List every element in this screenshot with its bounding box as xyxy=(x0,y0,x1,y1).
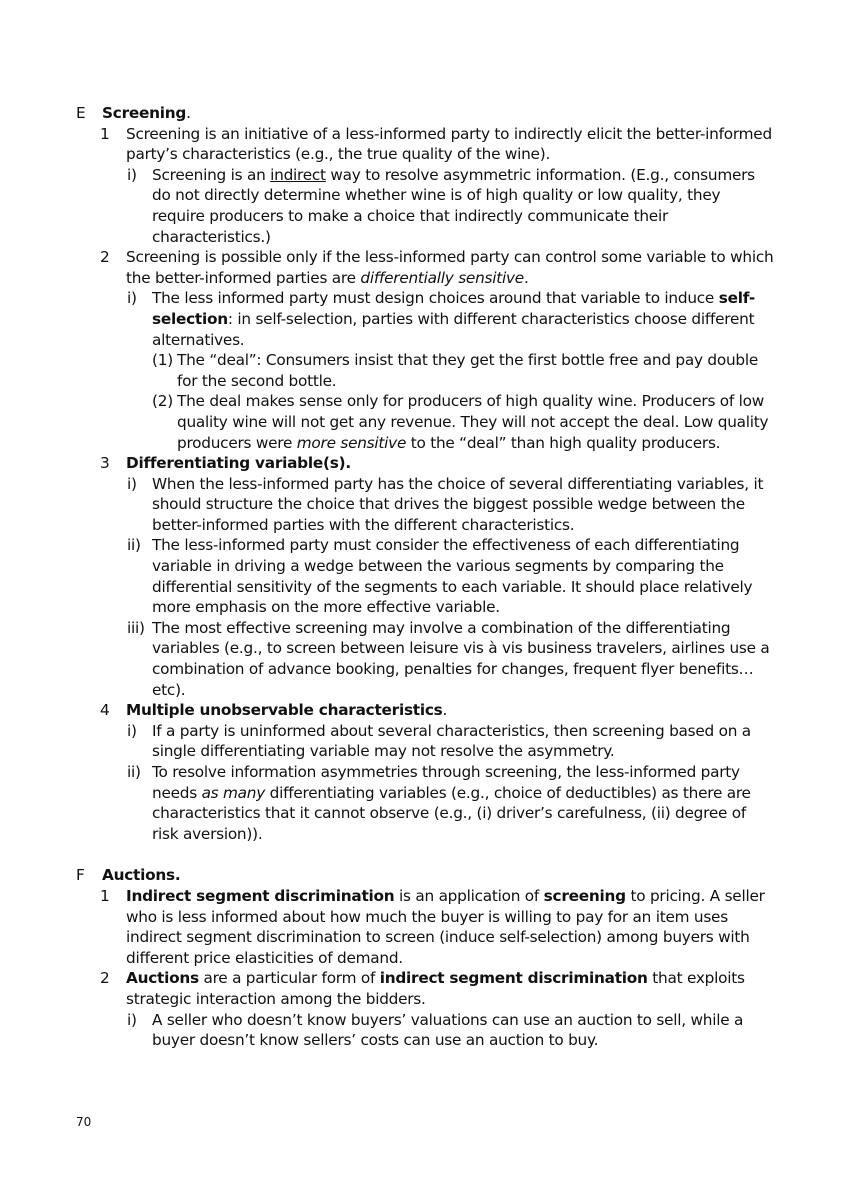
section-title-suffix: . xyxy=(186,104,191,122)
text-run: To resolve information asymmetries through screening, the less-informed party needs xyxy=(152,763,740,802)
sub-item xyxy=(127,721,776,762)
sub-item-row xyxy=(127,474,776,536)
sub-item-label: i) xyxy=(127,721,137,740)
text-run: . xyxy=(523,268,529,287)
sub-items xyxy=(100,721,776,845)
sub-items xyxy=(100,288,776,453)
sub-item-row xyxy=(127,535,776,617)
sub-item-text xyxy=(152,288,776,350)
list-item-text xyxy=(126,968,776,1009)
text-run: are a particular form of xyxy=(198,969,380,988)
sub-item xyxy=(127,288,776,453)
sub-item-text xyxy=(152,721,776,762)
list-item-number: 2 xyxy=(100,248,110,267)
section-label: F xyxy=(76,866,85,885)
sub-item-row xyxy=(127,165,776,247)
text-run: : in self-selection, parties with different characteristics choose different alternatives. xyxy=(152,309,755,349)
list-item-number: 1 xyxy=(100,886,110,905)
list-item xyxy=(100,886,776,968)
sub-item xyxy=(127,165,776,247)
text-run: If a party is uninformed about several characteristics, then screening based on a single differentiating variable may not resolve the asymmetry. xyxy=(152,721,751,761)
sub-item xyxy=(127,1010,776,1051)
list-item xyxy=(100,700,776,844)
text-run: Differentiating variable(s). xyxy=(126,454,351,473)
section-title: Screening xyxy=(102,104,187,122)
section-heading xyxy=(76,103,776,124)
list-item-row xyxy=(100,700,776,721)
sub-items xyxy=(100,1010,776,1051)
sub-item-row xyxy=(127,618,776,700)
subsub-item-row xyxy=(152,391,776,453)
sub-item-label: i) xyxy=(127,1010,137,1029)
text-run: that exploits strategic interaction among the bidders. xyxy=(126,969,745,1008)
sub-item-text xyxy=(152,1010,776,1051)
sub-items xyxy=(100,165,776,247)
document-body xyxy=(76,103,776,1051)
section-title-line xyxy=(102,103,776,124)
text-run: When the less-informed party has the choice of several differentiating variables, it should structure the choice that drives the biggest possible wedge between the better-informed parties with the different characteristics. xyxy=(152,474,764,534)
text-run: to pricing. A seller who is less informed about how much the buyer is willing to pay for an item uses indirect segment discrimination to screen (induce self-selection) among buyers with different price elasticities of demand. xyxy=(126,886,765,967)
sub-item-row xyxy=(127,721,776,762)
sub-item-row xyxy=(127,1010,776,1051)
list-item-number: 4 xyxy=(100,701,110,720)
list-item xyxy=(100,124,776,248)
list-item-row xyxy=(100,124,776,165)
list-item xyxy=(100,247,776,453)
page-number: 70 xyxy=(76,1115,92,1129)
text-run: Multiple unobservable characteristics xyxy=(126,701,443,720)
text-run: Indirect segment discrimination xyxy=(126,886,395,905)
sub-item-text xyxy=(152,618,776,700)
section-items xyxy=(76,124,776,845)
text-run: to the “deal” than high quality producers. xyxy=(406,433,721,452)
section-heading xyxy=(76,865,776,886)
text-run: self-selection xyxy=(152,289,755,328)
subsub-item-text xyxy=(177,391,776,453)
text-run: The less-informed party must consider the effectiveness of each differentiating variable in driving a wedge between the various segments by comparing the differential sensitivity of the segments to each variable. It should place relatively more emphasis on the more effective variable. xyxy=(152,536,753,617)
sub-item-label: i) xyxy=(127,289,137,308)
list-item-text xyxy=(126,453,776,474)
subsub-items xyxy=(127,350,776,453)
sub-item-label: iii) xyxy=(127,618,145,637)
sub-item-row xyxy=(127,288,776,350)
text-run: indirect xyxy=(270,165,326,184)
text-run: The “deal”: Consumers insist that they get the first bottle free and pay double for the second bottle. xyxy=(177,351,759,390)
sub-item xyxy=(127,474,776,536)
text-run: differentiating variables (e.g., choice of deductibles) as there are characteristics that it cannot observe (e.g., (i) driver’s carefulness, (ii) degree of risk aversion)). xyxy=(152,783,751,843)
section-label: E xyxy=(76,104,86,122)
subsub-item-text xyxy=(177,350,776,391)
text-run: way to resolve asymmetric information. (E.g., consumers do not directly determine whether wine is of high quality or low quality, they require producers to make a choice that indirectly communicate their characteristics.) xyxy=(152,165,755,246)
section xyxy=(76,103,776,844)
subsub-item-label: (1) xyxy=(152,351,173,370)
sub-item-text xyxy=(152,165,776,247)
sub-item-label: ii) xyxy=(127,763,141,781)
section-title: Auctions. xyxy=(102,866,181,885)
list-item-text xyxy=(126,247,776,288)
list-item xyxy=(100,968,776,1050)
sub-item xyxy=(127,535,776,617)
sub-item-text xyxy=(152,474,776,536)
section xyxy=(76,865,776,1050)
list-item-number: 1 xyxy=(100,124,110,143)
list-item-row xyxy=(100,968,776,1009)
text-run: . xyxy=(442,701,448,720)
subsub-item-label: (2) xyxy=(152,392,173,411)
list-item-number: 2 xyxy=(100,969,110,988)
sub-item xyxy=(127,762,776,844)
list-item-text xyxy=(126,700,776,721)
text-run: as many xyxy=(201,783,266,802)
text-run: indirect segment discrimination xyxy=(379,969,648,988)
list-item xyxy=(100,453,776,700)
text-run: Screening is an xyxy=(152,165,271,184)
sub-item-text xyxy=(152,535,776,617)
sub-items xyxy=(100,474,776,701)
text-run: The most effective screening may involve a combination of the differentiating variables (e.g., to screen between leisure vis à vis business travelers, airlines use a combination of advance booking, penalties for changes, frequent flyer benefits…etc). xyxy=(152,618,770,699)
section-title-line xyxy=(102,865,776,886)
subsub-item xyxy=(152,391,776,453)
sub-item-label: i) xyxy=(127,165,137,184)
list-item-row xyxy=(100,453,776,474)
text-run: Screening is possible only if the less-informed party can control some variable to which the better-informed parties are xyxy=(126,248,774,287)
text-run: differentially sensitive xyxy=(360,268,524,287)
sub-item xyxy=(127,618,776,700)
text-run: The less informed party must design choices around that variable to induce xyxy=(152,289,719,308)
subsub-item-row xyxy=(152,350,776,391)
sub-item-label: ii) xyxy=(127,536,141,555)
list-item-text xyxy=(126,886,776,968)
text-run: The deal makes sense only for producers of high quality wine. Producers of low quality wine will not get any revenue. They will not accept the deal. Low quality producers were xyxy=(177,392,769,452)
sub-item-text xyxy=(152,762,776,844)
text-run: is an application of xyxy=(394,886,544,905)
list-item-row xyxy=(100,247,776,288)
list-item-text xyxy=(126,124,776,165)
text-run: screening xyxy=(543,886,626,905)
sub-item-label: i) xyxy=(127,474,137,493)
text-run: A seller who doesn’t know buyers’ valuations can use an auction to sell, while a buyer doesn’t know sellers’ costs can use an auction to buy. xyxy=(152,1010,744,1050)
sub-item-row xyxy=(127,762,776,844)
list-item-row xyxy=(100,886,776,968)
section-items xyxy=(76,886,776,1051)
text-run: Screening is an initiative of a less-informed party to indirectly elicit the better-informed party’s characteristics (e.g., the true quality of the wine). xyxy=(126,124,772,164)
text-run: more sensitive xyxy=(296,433,407,452)
text-run: Auctions xyxy=(126,969,199,988)
list-item-number: 3 xyxy=(100,454,110,473)
subsub-item xyxy=(152,350,776,391)
